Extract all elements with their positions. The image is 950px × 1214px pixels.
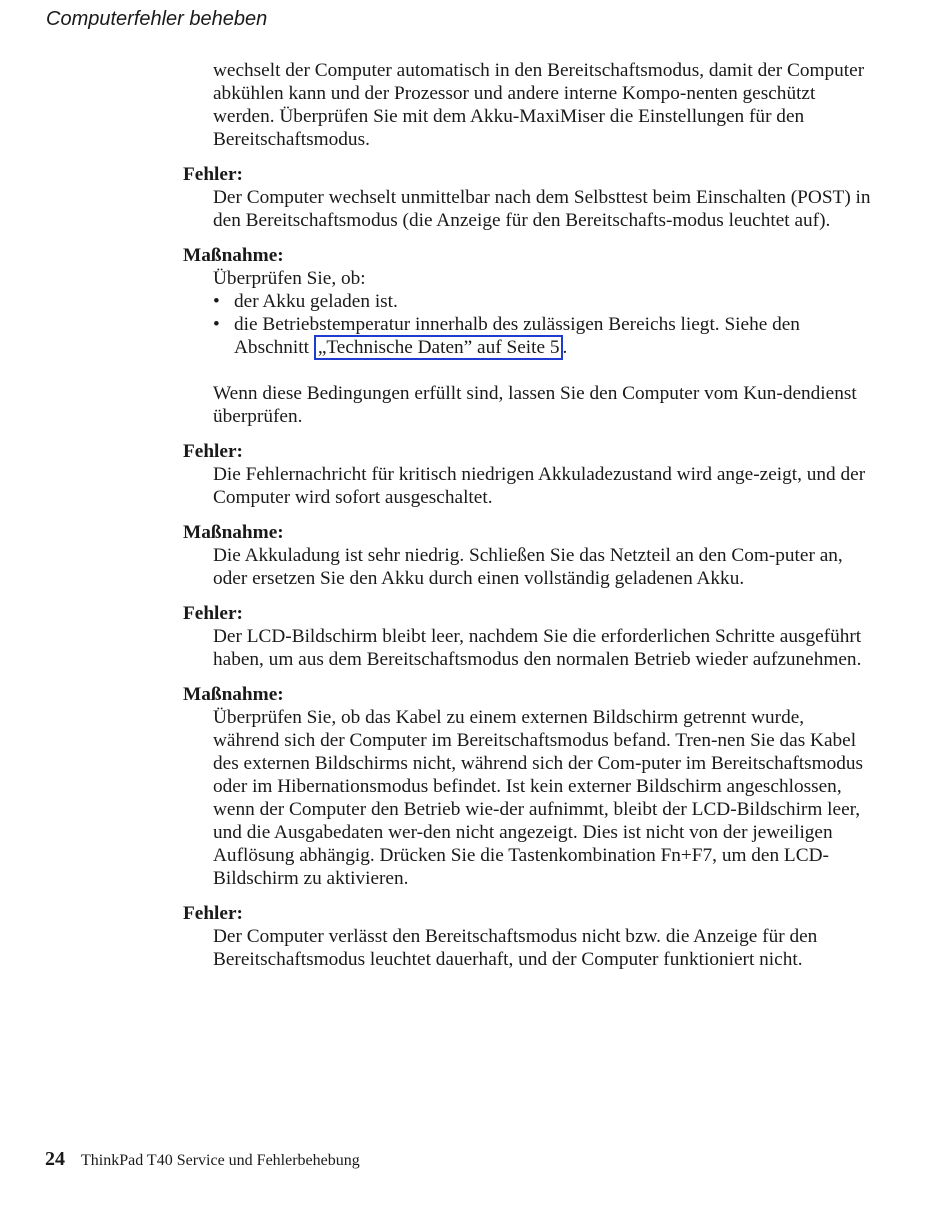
fehler-label: Fehler: [183, 441, 243, 462]
troubleshooting-entry [183, 163, 873, 428]
technische-daten-link[interactable]: „Technische Daten” auf Seite 5 [314, 335, 563, 360]
massnahme-label: Maßnahme: [183, 245, 284, 266]
list-item-text: die Betriebstemperatur innerhalb des zulässigen Bereichs liegt. Siehe den Abschnitt [234, 314, 800, 358]
massnahme-text: Überprüfen Sie, ob das Kabel zu einem externen Bildschirm getrennt wurde, während sich der Computer im Bereitschaftsmodus befand. Tren-nen Sie das Kabel des externen Bildschirms nicht, während sich der Com-puter im Bereitschaftsmodus oder im Hibernationsmodus befindet. Ist kein externer Bildschirm angeschlossen, wenn der Computer den Betrieb wie-der aufnimmt, bleibt der LCD-Bildschirm leer, und die Ausgabedaten wer-den nicht angezeigt. Dies ist nicht von der jeweiligen Auflösung abhängig. Drücken Sie die Tastenkombination Fn+F7, um den LCD-Bildschirm zu aktivieren. [213, 707, 864, 889]
book-title: ThinkPad T40 Service und Fehlerbehebung [81, 1152, 360, 1169]
massnahme-lead: Überprüfen Sie, ob: [213, 268, 366, 289]
fehler-text: Der LCD-Bildschirm bleibt leer, nachdem Sie die erforderlichen Schritte ausgeführt haben, um aus dem Bereitschaftsmodus den normalen Betrieb wieder aufzunehmen. [213, 626, 862, 670]
list-item [213, 313, 873, 359]
massnahme-label: Maßnahme: [183, 522, 284, 543]
massnahme-text: Die Akkuladung ist sehr niedrig. Schließen Sie das Netzteil an den Com-puter an, oder ersetzen Sie den Akku durch einen vollständig geladenen Akku. [213, 545, 843, 589]
page-footer [45, 1148, 360, 1171]
list-item [213, 290, 873, 313]
fehler-label: Fehler: [183, 903, 243, 924]
troubleshooting-entry [183, 602, 873, 890]
troubleshooting-entry [183, 440, 873, 590]
troubleshooting-entry [183, 902, 873, 971]
massnahme-label: Maßnahme: [183, 684, 284, 705]
massnahme-text: Wenn diese Bedingungen erfüllt sind, lassen Sie den Computer vom Kun-dendienst überprüfen. [213, 383, 857, 427]
page-number: 24 [45, 1148, 65, 1170]
fehler-text: Der Computer verlässt den Bereitschaftsmodus nicht bzw. die Anzeige für den Bereitschaftsmodus leuchtet dauerhaft, und der Computer funktioniert nicht. [213, 926, 818, 970]
list-item-suffix: . [562, 337, 568, 358]
fehler-text: Die Fehlernachricht für kritisch niedrigen Akkuladezustand wird ange-zeigt, und der Computer wird sofort ausgeschaltet. [213, 464, 866, 508]
check-list [213, 290, 873, 359]
running-header: Computerfehler beheben [46, 8, 268, 30]
intro-paragraph: wechselt der Computer automatisch in den Bereitschaftsmodus, damit der Computer abkühlen kann und der Prozessor und andere interne Kompo-nenten geschützt werden. Überprüfen Sie mit dem Akku-MaxiMiser die Einstellungen für den Bereitschaftsmodus. [213, 60, 865, 150]
fehler-text: Der Computer wechselt unmittelbar nach dem Selbsttest beim Einschalten (POST) in den Bereitschaftsmodus (die Anzeige für den Bereitschafts-modus leuchtet auf). [213, 187, 871, 231]
fehler-label: Fehler: [183, 164, 243, 185]
fehler-label: Fehler: [183, 603, 243, 624]
list-item-text: der Akku geladen ist. [234, 291, 398, 312]
document-body [183, 59, 873, 971]
